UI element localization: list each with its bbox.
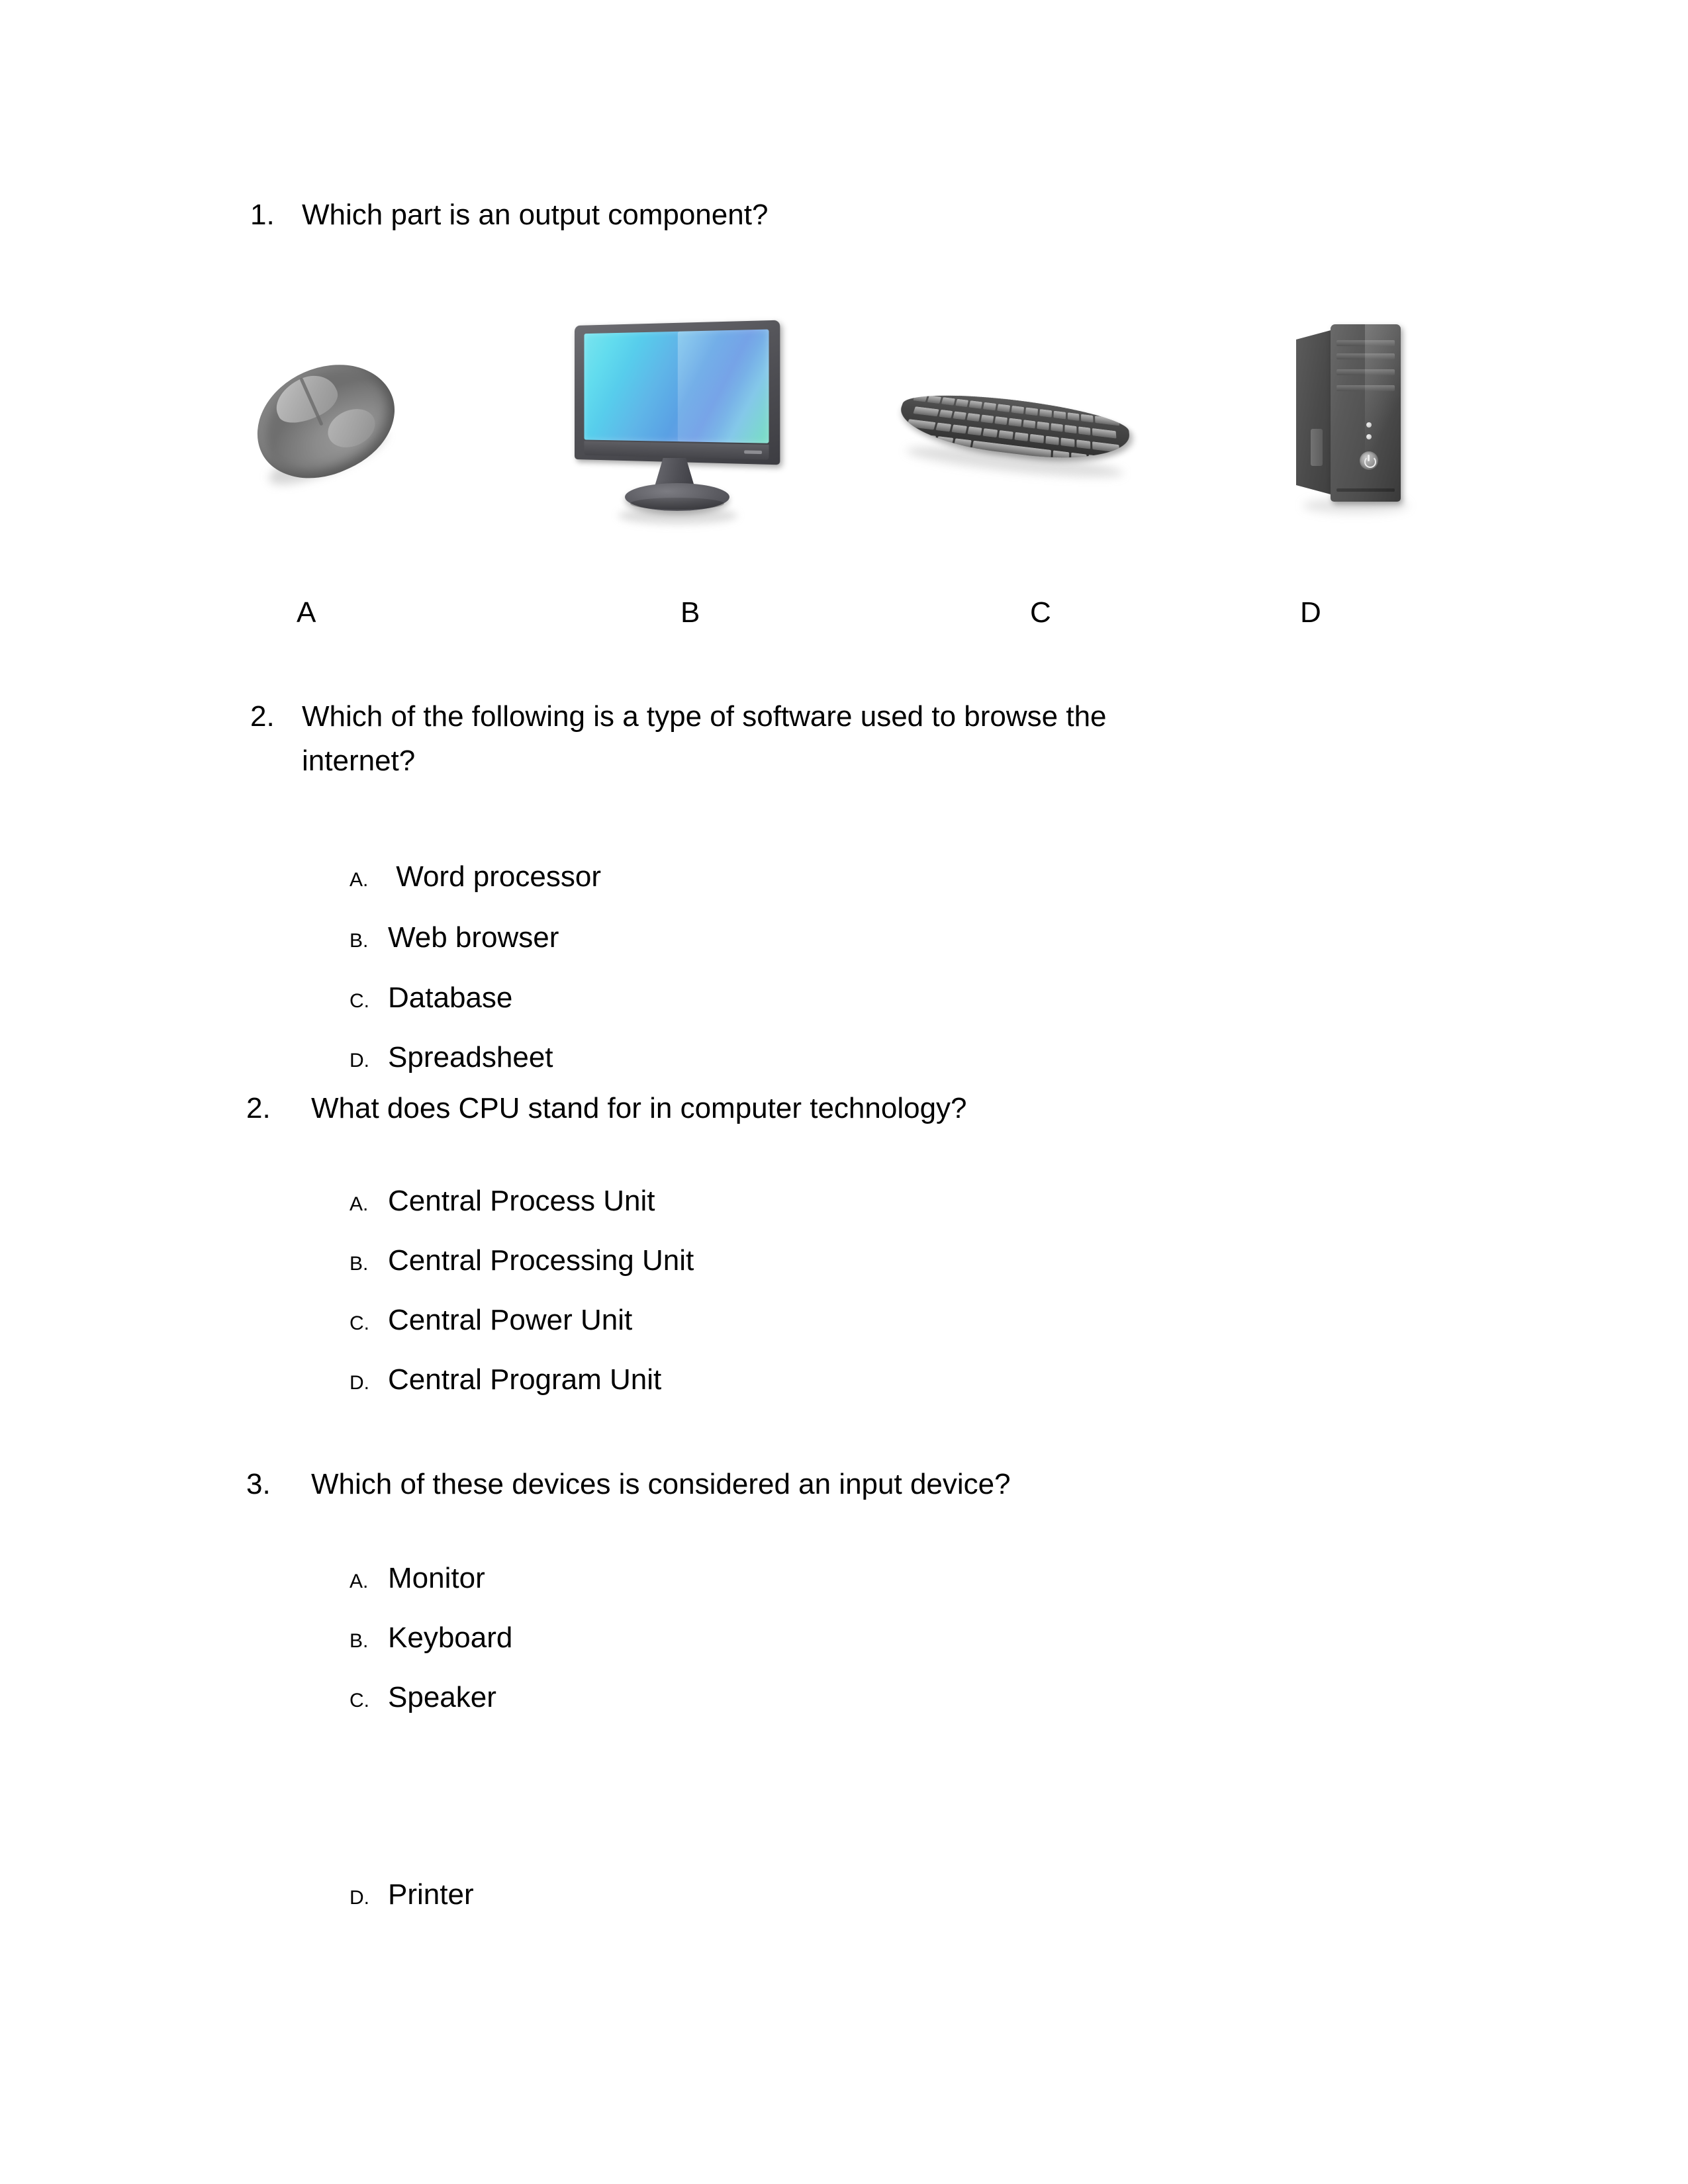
question-1-heading [250, 193, 768, 238]
option-label: C. [350, 990, 369, 1012]
question-2-heading [250, 695, 1107, 739]
option-text: Database [388, 981, 513, 1014]
question-3-number: 2. [246, 1092, 271, 1124]
option-label: D. [350, 1372, 369, 1394]
tower-side-panel [1296, 330, 1333, 495]
option-text: Keyboard [388, 1621, 513, 1654]
question-4-text: Which of these devices is considered an input device? [311, 1468, 1011, 1500]
option-label: B. [350, 930, 369, 952]
option-text: Web browser [388, 921, 559, 954]
question-4-heading [246, 1463, 1011, 1507]
option-text: Central Process Unit [388, 1185, 655, 1217]
option-label: B. [350, 1630, 369, 1652]
option-text: Speaker [388, 1681, 496, 1713]
question-3-text: What does CPU stand for in computer technology? [311, 1092, 967, 1124]
tower-front-glare [1365, 324, 1401, 502]
question-4-option-b[interactable] [350, 1621, 512, 1655]
computer-mouse-image [246, 356, 412, 492]
option-text: Word processor [388, 860, 601, 893]
option-label: D. [350, 1887, 369, 1909]
question-3-option-b[interactable] [350, 1244, 694, 1277]
option-label: D. [350, 1050, 369, 1071]
question-2-text-line2: internet? [302, 745, 416, 777]
option-label: C. [350, 1690, 369, 1711]
computer-tower-image [1289, 318, 1462, 523]
question-1-figure-row [0, 311, 1688, 549]
question-1-number: 1. [250, 199, 275, 231]
figure-choice-letter-a: A [297, 596, 316, 629]
question-3-option-a[interactable] [350, 1185, 655, 1218]
monitor-bezel [575, 320, 780, 465]
question-1-text: Which part is an output component? [302, 199, 769, 231]
question-2-option-c[interactable] [350, 981, 512, 1015]
tower-side-vent [1311, 429, 1323, 466]
question-2-option-a[interactable] [350, 860, 601, 893]
mouse-body [239, 343, 412, 498]
question-2-text: Which of the following is a type of software used to browse the [302, 700, 1107, 733]
option-text: Printer [388, 1878, 474, 1911]
question-2-option-d[interactable] [350, 1041, 553, 1074]
monitor-screen-glare [678, 329, 778, 443]
figure-choice-letter-b: B [680, 596, 700, 629]
question-3-heading [246, 1087, 967, 1131]
question-2-option-b[interactable] [350, 921, 559, 954]
figure-choice-letter-d: D [1300, 596, 1321, 629]
monitor-power-strip [744, 450, 762, 454]
figure-choice-letter-c: C [1030, 596, 1051, 629]
question-4-option-a[interactable] [350, 1562, 485, 1595]
option-label: C. [350, 1312, 369, 1334]
option-text: Central Processing Unit [388, 1244, 694, 1277]
question-4-option-c[interactable] [350, 1681, 496, 1714]
question-2-number: 2. [250, 700, 275, 733]
option-text: Central Power Unit [388, 1304, 633, 1336]
monitor-bottom-bezel [584, 441, 769, 459]
option-text: Central Program Unit [388, 1363, 662, 1396]
monitor-screen [584, 330, 769, 443]
option-text: Monitor [388, 1562, 485, 1594]
question-3-option-c[interactable] [350, 1304, 632, 1337]
option-label: A. [350, 1570, 369, 1592]
monitor-stand-base-lip [630, 498, 724, 510]
question-4-option-d[interactable] [350, 1878, 474, 1911]
option-label: B. [350, 1253, 369, 1275]
option-text: Spreadsheet [388, 1041, 553, 1073]
tower-front-panel [1331, 324, 1401, 502]
computer-keyboard-image [899, 374, 1150, 486]
question-4-number: 3. [246, 1468, 271, 1500]
computer-monitor-image [561, 323, 793, 535]
question-3-option-d[interactable] [350, 1363, 661, 1396]
option-label: A. [350, 1193, 369, 1215]
option-label: A. [350, 869, 369, 891]
